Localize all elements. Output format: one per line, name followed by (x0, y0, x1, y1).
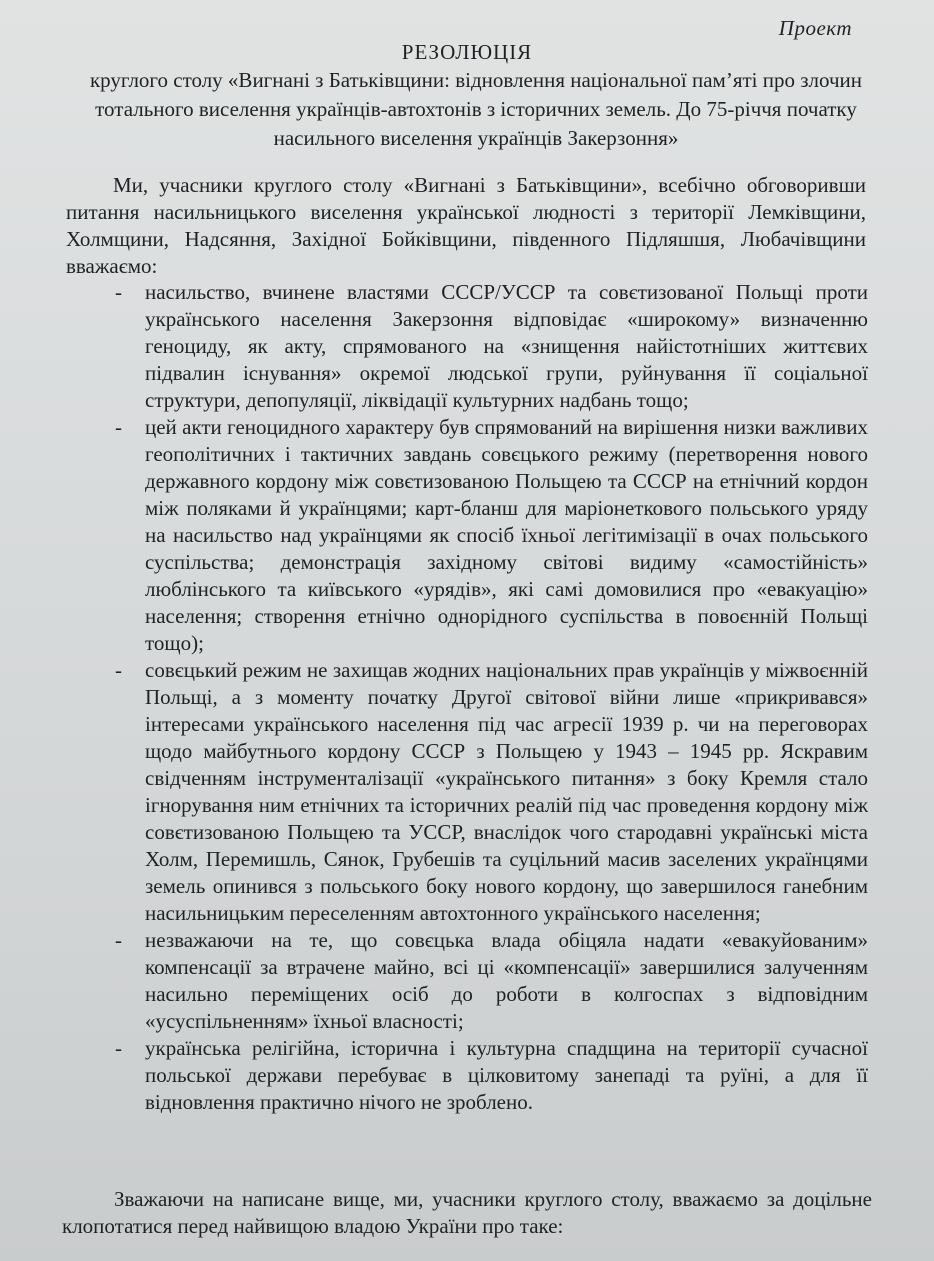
list-bullet: - (115, 415, 122, 439)
list-item (68, 927, 868, 1035)
list-item-text: українська релігійна, історична і культурна спадщина на території сучасної польської держави перебуває в цілковитому занепаді та руїні, а для її відновлення практично нічого не зроблено. (145, 1036, 868, 1114)
list-item (68, 279, 868, 414)
list-item (68, 657, 868, 927)
list-bullet: - (115, 928, 122, 952)
draft-label: Проект (778, 16, 852, 40)
document-subtitle: круглого столу «Вигнані з Батьківщини: відновлення національної пам’яті про злочин тотального виселення українців-автохтонів з історичних земель. До 75-річчя початку насильного виселення українців Закерзоння» (89, 68, 863, 150)
resolution-list (68, 279, 868, 1116)
document-title: РЕЗОЛЮЦІЯ (401, 40, 533, 64)
list-bullet: - (115, 1036, 122, 1060)
intro-paragraph: Ми, учасники круглого столу «Вигнані з Батьківщини», всебічно обговоривши питання насильницького виселення української людності з території Лемківщини, Холмщини, Надсяння, Західної Бойківщини, південного Підляшшя, Любачівщини вважаємо: (66, 173, 866, 278)
list-bullet: - (115, 280, 122, 304)
list-item-text: незважаючи на те, що совєцька влада обіцяла надати «евакуйованим» компенсації за втрачене майно, всі ці «компенсації» завершилися залученням насильно переміщених осіб до роботи в колгоспах з відповідним «усуспільненням» їхньої власності; (145, 928, 868, 1033)
list-item-text: совєцький режим не захищав жодних національних прав українців у міжвоєнній Польщі, а з моменту початку Другої світової війни лише «прикривався» інтересами українського населення під час агресії 1939 р. чи на переговорах щодо майбутнього кордону СССР з Польщею у 1943 – 1945 рр. Яскравим свідченням інструменталізації «українського питання» з боку Кремля стало ігнорування ним етнічних та історичних реалій під час проведення кордону між совєтизованою Польщею та УССР, внаслідок чого стародавні українські міста Холм, Перемишль, Сянок, Грубешів та суцільний масив заселених українцями земель опинився з польського боку нового кордону, що завершилося ганебним насильницьким переселенням автохтонного українського населення; (145, 658, 868, 925)
list-item-text: цей акти геноцидного характеру був спрямований на вирішення низки важливих геополітичних і тактичних завдань совєцького режиму (перетворення нового державного кордону між совєтизованою Польщею та СССР на етнічний кордон між поляками й українцями; карт-бланш для маріонеткового польського уряду на насильство над українцями як спосіб їхньої легітимізації в очах польського суспільства; демонстрація західному світові видиму «самостійність» люблінського та київського «урядів», які самі домовилися про «евакуацію» населення; створення етнічно однорідного суспільства в повоєнній Польщі тощо); (145, 415, 868, 655)
list-item-text: насильство, вчинене властями СССР/УССР та совєтизованої Польщі проти українського населення Закерзоння відповідає «широкому» визначенню геноциду, як акту, спрямованого на «знищення найістотніших життєвих підвалин існування» окремої людської групи, руйнування її соціальної структури, депопуляції, ліквідації культурних надбань тощо; (145, 280, 868, 412)
closing-paragraph: Зважаючи на написане вище, ми, учасники круглого столу, вважаємо за доцільне клопотатися перед найвищою владою України про таке: (62, 1187, 872, 1238)
list-item (68, 414, 868, 657)
list-item (68, 1035, 868, 1116)
list-bullet: - (115, 658, 122, 682)
